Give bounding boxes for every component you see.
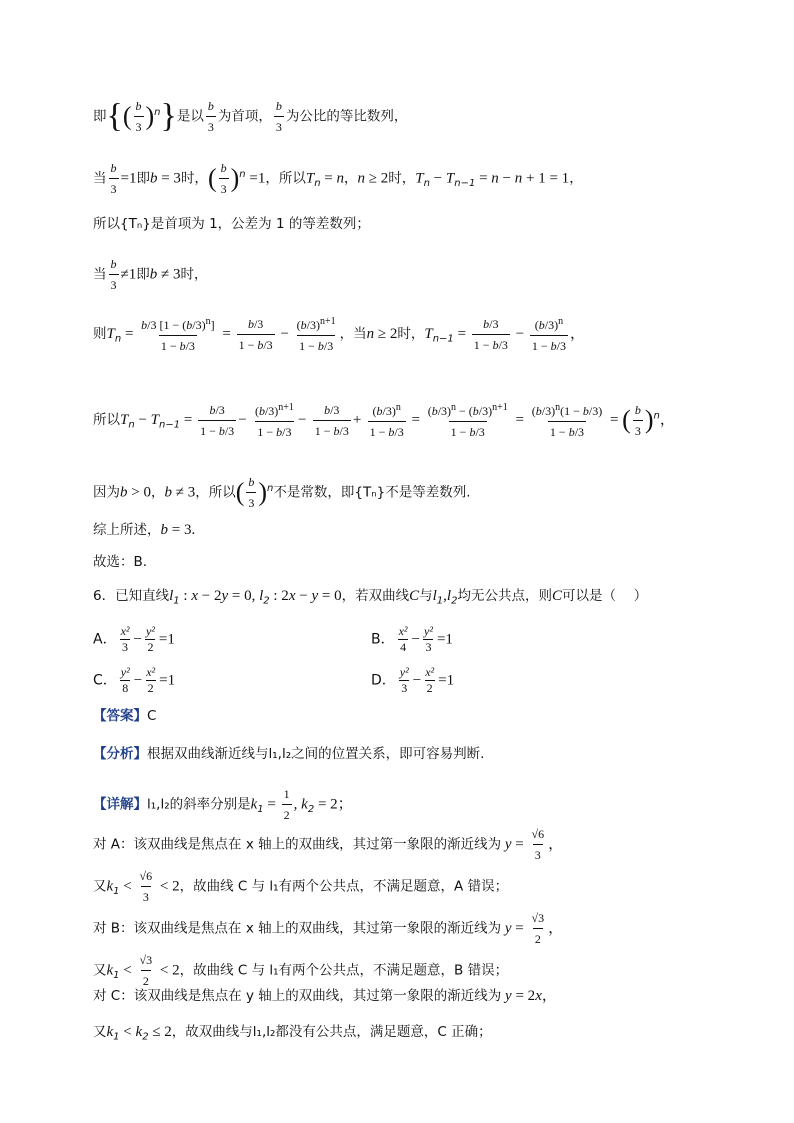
detail-b-1: 对 B：该双曲线是焦点在 x 轴上的双曲线，其过第一象限的渐近线为 y = $\frac{√3}{2}$ ， [93,908,563,949]
question-6: 6．已知直线$l_1$ : x − 2y = 0, $l_2$ : 2x − y = 0，若双曲线C与$l_1,l_2$均无公共点，则C可以是（ ） [93,588,648,607]
analysis-line: 【分析】根据双曲线渐近线与l₁,l₂之间的位置关系，即可容易判断. [93,746,485,762]
line-8: 综上所述，b = 3. [93,522,196,538]
line-3: 所以{Tₙ}是首项为 1，公差为 1 的等差数列； [93,216,370,232]
line-5: 则$T_n$ = $\frac{b/3 [1 - (b/3)^n]}{1 - b/3}$ = $\frac{b/3}{1 - b/3}$ − $\frac{(b/3)^{n+1}}{1 - b/3}$ ，当n ≥ 2时，$T_{n-1}$ = $\frac{b/3}{1 - b/3}$ − $\frac{(b/3)^n}{1 - b/3}$ ， [93,312,585,356]
line-7: 因为b > 0，b ≠ 3，所以( $\frac{b}{3}$ )$^n$不是常数，即{Tₙ}不是等差数列. [93,472,471,513]
analysis-label: 【分析】 [93,746,147,762]
line-9: 故选：B. [93,554,148,570]
option-c[interactable]: C． $\frac{\text{y²}}{8}$ − $\frac{\text{x²}}{2}$ =1 [93,665,176,695]
option-d[interactable]: D． $\frac{\text{y²}}{3}$ − $\frac{\text{x²}}{2}$ =1 [371,665,455,695]
line-6: 所以$T_n - T_{n-1}$ = $\frac{b/3}{1 - b/3}$ − $\frac{(b/3)^{n+1}}{1 - b/3}$ − $\frac{b/3}{1 - b/3}$ + $\frac{(b/3)^n}{1 - b/3}$ = $\frac{(b/3)^n - (b/3)^{n+1}}{1 - b/3}$ = $\frac{(b/3)^n(1 - b/3)}{1 - b/3}$ = ( $\frac{b}{3}$ )$^n$， [93,398,675,442]
detail-a-1: 对 A：该双曲线是焦点在 x 轴上的双曲线，其过第一象限的渐近线为 y = $\frac{√6}{3}$ ， [93,824,563,865]
answer-line [93,706,156,726]
option-a[interactable]: A． $\frac{\text{x²}}{3}$ − $\frac{\text{y²}}{2}$ =1 [93,624,175,654]
answer-value: C [147,708,157,724]
line-1: 即{( $\frac{b}{3}$ )$^n$}是以 $\frac{b}{3}$ 为首项， $\frac{b}{3}$ 为公比的等比数列， [93,96,407,137]
detail-b-2: 又$k_1$ < $\frac{√3}{2}$ < 2，故曲线 C 与 l₁有两个公共点，不满足题意，B 错误； [93,950,508,991]
detail-c-1: 对 C：该双曲线是焦点在 y 轴上的双曲线，其过第一象限的渐近线为 y = 2x， [93,988,557,1004]
detail-line: 【详解】l₁,l₂的斜率分别是$k_1$ = $\frac{1}{2}$ , $k_2 = 2$； [93,784,353,825]
detail-label: 【详解】 [93,796,147,813]
option-b[interactable]: B． $\frac{\text{x²}}{4}$ − $\frac{\text{y²}}{3}$ =1 [371,624,453,654]
detail-c-2: 又$k_1 < k_2 \le 2$，故双曲线与l₁,l₂都没有公共点，满足题意，C 正确； [93,1024,492,1043]
detail-a-2: 又$k_1$ < $\frac{√6}{3}$ < 2，故曲线 C 与 l₁有两个公共点，不满足题意，A 错误； [93,866,508,907]
line-4: 当 $\frac{b}{3}$ ≠1即b ≠ 3时， [93,254,207,295]
line-2: 当 $\frac{b}{3}$ =1即b = 3时，( $\frac{b}{3}$ )$^n$ =1，所以$T_n = n$，n ≥ 2时，$T_n - T_{n-1} = n - n + 1 = 1$， [93,158,583,199]
answer-label: 【答案】 [93,708,147,724]
